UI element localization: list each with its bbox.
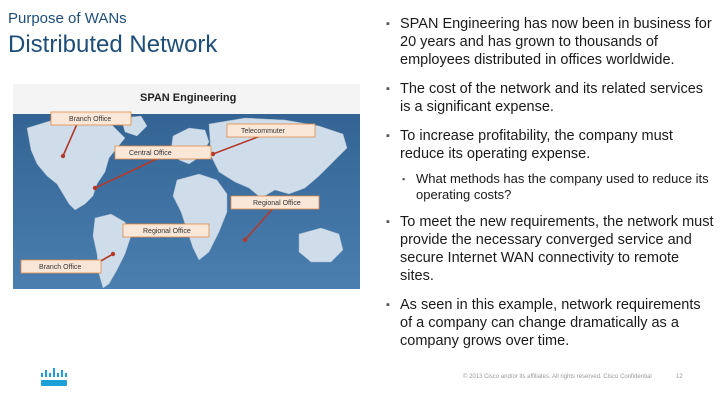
world-map-figure: [13, 84, 360, 289]
bullet-item: ▪ As seen in this example, network requirements of a company can change dramatically as a company grows over time.: [386, 296, 716, 350]
sub-bullet-item: ▪ What methods has the company used to reduce its operating costs?: [402, 171, 716, 203]
section-kicker: Purpose of WANs: [8, 10, 127, 27]
label-central-office: Central Office: [129, 150, 172, 157]
label-telecommuter: Telecommuter: [241, 128, 285, 135]
office-marker: [93, 186, 97, 190]
label-branch-office-bottom: Branch Office: [39, 264, 82, 271]
office-marker: [211, 152, 215, 156]
bullet-item: ▪ To increase profitability, the company must reduce its operating expense.: [386, 127, 716, 163]
bullet-list: [386, 15, 716, 361]
footer-copyright: © 2013 Cisco and/or its affiliates. All rights reserved. Cisco Confidential: [463, 374, 652, 380]
office-marker: [61, 154, 65, 158]
label-regional-office-left: Regional Office: [143, 228, 191, 235]
australia-shape: [299, 228, 343, 262]
figure-heading: SPAN Engineering: [140, 92, 237, 104]
office-marker: [243, 238, 247, 242]
slide-title: Distributed Network: [8, 31, 218, 58]
office-marker: [111, 252, 115, 256]
bullet-item: ▪ SPAN Engineering has now been in business for 20 years and has grown to thousands of employees distributed in offices worldwide.: [386, 15, 716, 69]
label-regional-office-right: Regional Office: [253, 200, 301, 207]
label-branch-office-top: Branch Office: [69, 116, 112, 123]
bullet-item: ▪ The cost of the network and its related services is a significant expense.: [386, 80, 716, 116]
bullet-item: ▪ To meet the new requirements, the network must provide the necessary converged service and secure Internet WAN connectivity to remote sites.: [386, 213, 716, 285]
cisco-logo-icon: [40, 368, 68, 388]
page-number: 12: [676, 374, 683, 380]
